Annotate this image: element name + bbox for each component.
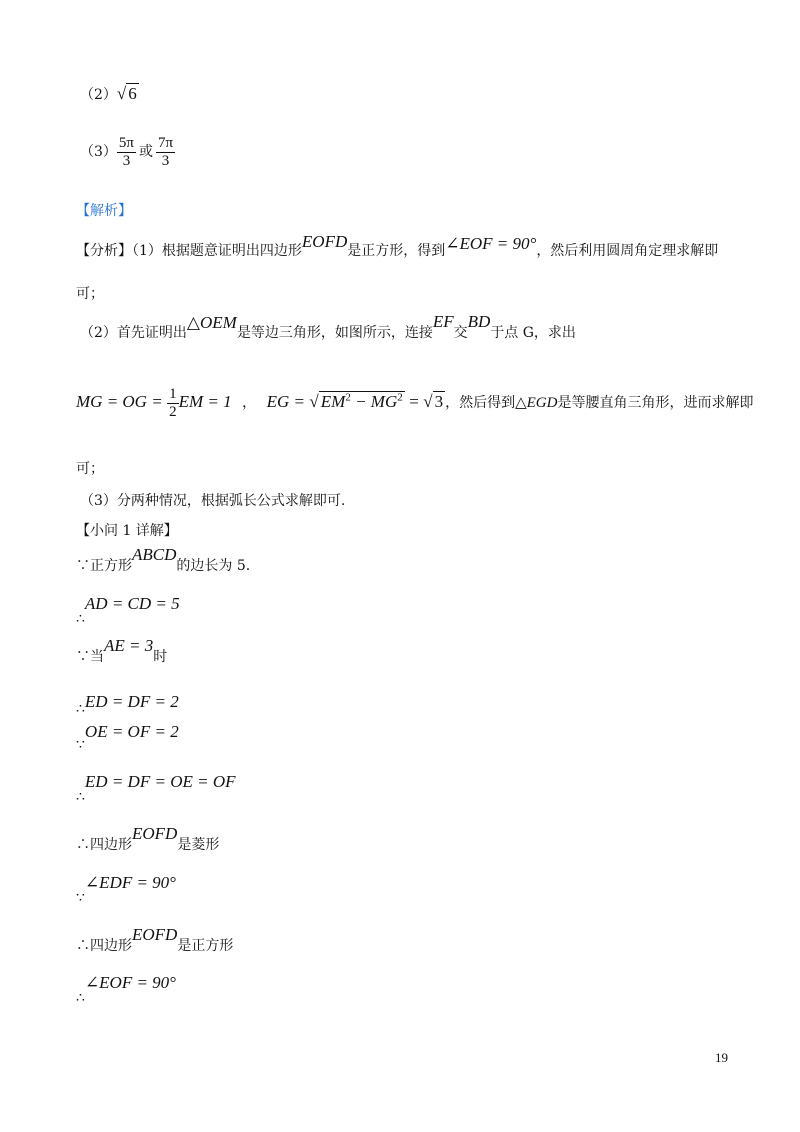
detail-heading: 【小问 1 详解】 [76,523,178,539]
detail-line-9: ∴四边形EOFD是正方形 [76,925,234,954]
detail-line-7: ∴四边形EOFD是菱形 [76,824,220,853]
analysis-equation-line: MG = OG = $\frac{1}{2}$ EM = 1 ， EG = √ $EM^2 - MG^2$ = √ 3 ，然后得到△EGD是等腰直角三角形，进而求解即 [76,386,754,420]
math-sqrt-em-mg: √ $EM^2 - MG^2$ [309,391,403,411]
answer-2-sqrt: √ 6 [116,84,137,103]
math-sqrt-3: √ 3 [423,392,444,411]
answer-3-fraction-2: $\frac{7\pi}{3}$ [158,135,174,169]
answer-3 [80,135,175,169]
math-ef: EF [432,312,454,331]
detail-line-10: ∴∠EOF = 90° [76,973,176,1006]
analysis-line-2: （2）首先证明出△OEM是等边三角形，如图所示，连接EF交BD于点 G，求出 [80,312,576,341]
math-one-half: $\frac{1}{2}$ [169,386,177,420]
detail-line-5: ∵OE = OF = 2 [76,722,179,753]
page-number: 19 [715,1050,728,1065]
math-bd: BD [467,312,491,331]
detail-line-1: ∵正方形ABCD的边长为 5. [76,545,251,574]
detail-line-2: ∴AD = CD = 5 [76,594,180,627]
jiexi-heading: 【解析】 [76,203,132,219]
answer-3-fraction-1: $\frac{5\pi}{3}$ [118,135,134,169]
analysis-line-1b: 可； [76,286,104,302]
answer-3-label: （3） [80,144,117,160]
detail-line-4: ∴ED = DF = 2 [76,692,179,717]
math-angle-eof: ∠EOF = 90° [445,234,537,253]
answer-2-label: （2） [80,87,117,103]
math-triangle-oem: △OEM [186,313,237,332]
math-em-eq-1: EM = 1 [178,392,232,411]
analysis-line-2b: 可； [76,461,104,477]
answer-2 [80,84,139,104]
answer-3-or: 或 [139,144,153,160]
math-eg: EG = [266,392,305,411]
detail-line-8: ∵∠EDF = 90° [76,873,176,906]
math-eofd: EOFD [301,232,348,251]
analysis-line-1: 【分析】（1）根据题意证明出四边形EOFD是正方形，得到∠EOF = 90°，然后利用圆周角定理求解即 [76,232,719,259]
analysis-line-3: （3）分两种情况，根据弧长公式求解即可. [80,493,346,509]
analysis-label: 【分析】 [76,243,132,259]
math-triangle-egd: △EGD [515,395,558,411]
detail-line-6: ∴ED = DF = OE = OF [76,772,236,805]
detail-line-3: ∵当AE = 3时 [76,636,168,665]
math-mg-og: MG = OG = [76,392,163,411]
